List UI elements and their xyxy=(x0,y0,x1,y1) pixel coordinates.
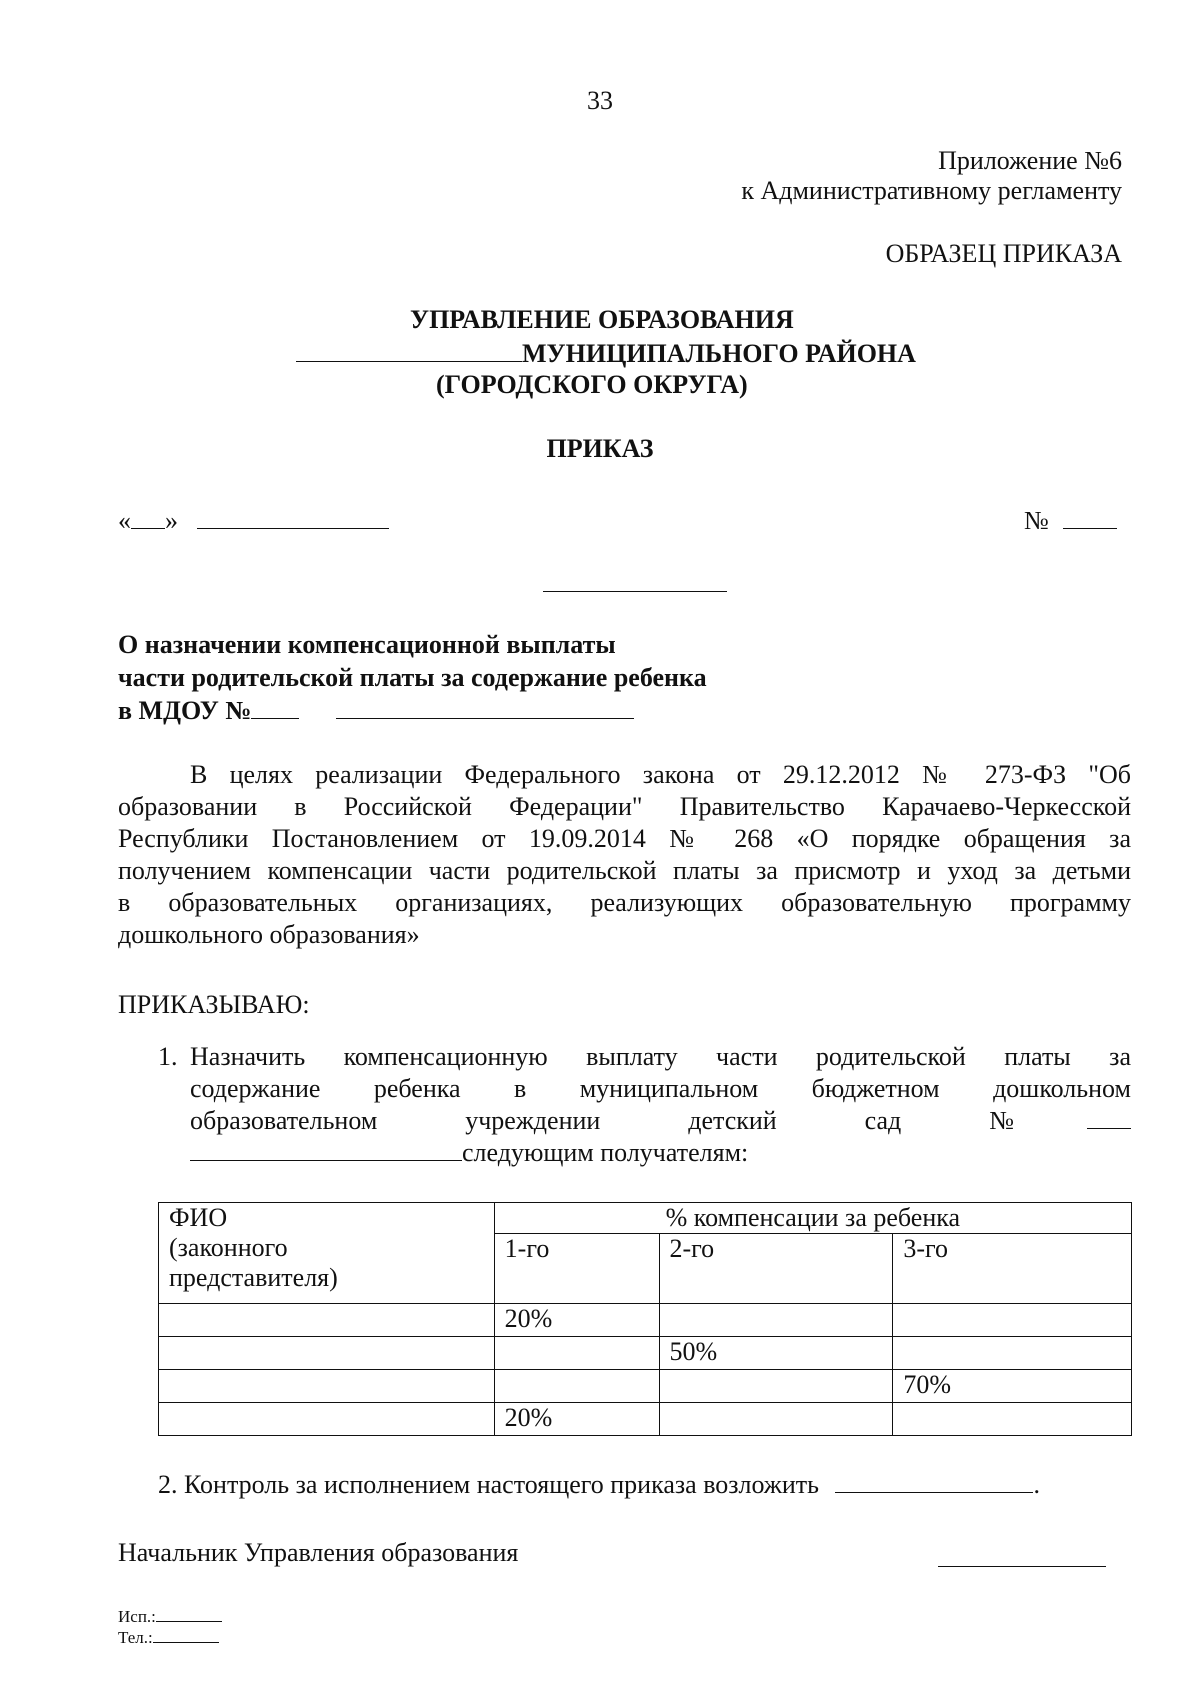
cell-fio[interactable] xyxy=(159,1304,495,1337)
cell-third[interactable] xyxy=(893,1337,1132,1370)
cell-third[interactable]: 70% xyxy=(893,1370,1132,1403)
cell-third[interactable] xyxy=(893,1403,1132,1436)
preamble-line-4: получением компенсации части родительской платы за присмотр и уход за детьми xyxy=(118,856,1131,885)
subheader-third-child: 3-го xyxy=(893,1234,1132,1304)
header-okrug: (ГОРОДСКОГО ОКРУГА) xyxy=(436,370,748,399)
subject-line-2: части родительской платы за содержание ребенка xyxy=(118,663,707,692)
cell-fio[interactable] xyxy=(159,1403,495,1436)
preamble-line-6: дошкольного образования» xyxy=(118,920,420,949)
subject-line-3 xyxy=(118,696,634,726)
preamble-line-5: в образовательных организациях, реализующих образовательную программу xyxy=(118,888,1131,917)
table-header-compensation: % компенсации за ребенка xyxy=(494,1203,1131,1234)
order-number-line xyxy=(1024,506,1117,536)
sample-label: ОБРАЗЕЦ ПРИКАЗА xyxy=(885,239,1122,268)
header-district xyxy=(296,337,916,369)
mdou-name-blank[interactable] xyxy=(336,696,634,719)
control-person-blank[interactable] xyxy=(835,1470,1033,1493)
header-fio-3: представителя) xyxy=(169,1263,338,1292)
table-row xyxy=(159,1403,1132,1436)
item2-period: . xyxy=(1033,1470,1040,1499)
cell-first[interactable] xyxy=(494,1370,659,1403)
compensation-table xyxy=(158,1202,1132,1436)
cell-second[interactable]: 50% xyxy=(659,1337,893,1370)
date-day-blank[interactable] xyxy=(131,506,165,529)
subheader-first-child: 1-го xyxy=(494,1234,659,1304)
item1-recipients-text: следующим получателям: xyxy=(462,1138,749,1167)
cell-first[interactable] xyxy=(494,1337,659,1370)
cell-fio[interactable] xyxy=(159,1370,495,1403)
order-number-blank[interactable] xyxy=(1063,506,1117,529)
signature-blank[interactable] xyxy=(938,1566,1106,1567)
table-header-fio xyxy=(159,1203,495,1304)
preamble-line-1: В целях реализации Федерального закона от 29.12.2012 № 273-ФЗ "Об xyxy=(190,760,1131,789)
table-header-row xyxy=(159,1203,1132,1234)
phone-blank[interactable] xyxy=(153,1626,219,1643)
order-word: ПРИКАЗЫВАЮ: xyxy=(118,990,310,1019)
subject-mdou-label: в МДОУ № xyxy=(118,696,252,725)
preamble-line-2: образовании в Российской Федерации" Правительство Карачаево-Черкесской xyxy=(118,792,1131,821)
phone-line xyxy=(118,1626,219,1649)
document-title: ПРИКАЗ xyxy=(546,434,654,463)
cell-first[interactable]: 20% xyxy=(494,1403,659,1436)
appendix-reference: к Административному регламенту xyxy=(741,176,1122,205)
item1-line-2: содержание ребенка в муниципальном бюджетном дошкольном xyxy=(190,1074,1131,1103)
item1-line-3-text: образовательном учреждении детский сад № xyxy=(190,1106,1014,1135)
item1-line-1: Назначить компенсационную выплату части родительской платы за xyxy=(190,1042,1131,1071)
date-open-quote: « xyxy=(118,506,131,535)
kindergarten-name-blank[interactable] xyxy=(190,1138,462,1161)
executor-line xyxy=(118,1605,222,1628)
phone-label: Тел.: xyxy=(118,1628,153,1647)
cell-second[interactable] xyxy=(659,1304,893,1337)
date-close-quote: » xyxy=(165,506,178,535)
separator-line xyxy=(543,591,727,592)
executor-blank[interactable] xyxy=(156,1605,222,1622)
item2-line xyxy=(158,1470,1040,1500)
district-name-blank[interactable] xyxy=(296,337,522,362)
appendix-number: Приложение №6 xyxy=(938,146,1122,175)
header-department: УПРАВЛЕНИЕ ОБРАЗОВАНИЯ xyxy=(410,305,794,334)
item2-text: 2. Контроль за исполнением настоящего приказа возложить xyxy=(158,1470,819,1499)
table-row xyxy=(159,1304,1132,1337)
table-row xyxy=(159,1337,1132,1370)
header-district-text: МУНИЦИПАЛЬНОГО РАЙОНА xyxy=(522,339,916,368)
preamble-line-3: Республики Постановлением от 19.09.2014 № 268 «О порядке обращения за xyxy=(118,824,1131,853)
date-month-blank[interactable] xyxy=(197,506,389,529)
subject-line-1: О назначении компенсационной выплаты xyxy=(118,630,616,659)
cell-second[interactable] xyxy=(659,1403,893,1436)
executor-label: Исп.: xyxy=(118,1607,156,1626)
date-line xyxy=(118,506,389,536)
item1-line-4 xyxy=(190,1138,748,1168)
header-fio-2: (законного xyxy=(169,1233,288,1262)
number-sign: № xyxy=(1024,506,1049,535)
item1-number: 1. xyxy=(158,1042,178,1071)
subheader-second-child: 2-го xyxy=(659,1234,893,1304)
cell-third[interactable] xyxy=(893,1304,1132,1337)
cell-first[interactable]: 20% xyxy=(494,1304,659,1337)
page-number: 33 xyxy=(587,86,613,115)
cell-fio[interactable] xyxy=(159,1337,495,1370)
signature-title: Начальник Управления образования xyxy=(118,1538,519,1567)
mdou-number-blank[interactable] xyxy=(251,696,299,719)
cell-second[interactable] xyxy=(659,1370,893,1403)
table-row xyxy=(159,1370,1132,1403)
kindergarten-number-blank[interactable] xyxy=(1087,1106,1131,1129)
item1-line-3 xyxy=(190,1106,1131,1136)
header-fio-1: ФИО xyxy=(169,1203,228,1232)
